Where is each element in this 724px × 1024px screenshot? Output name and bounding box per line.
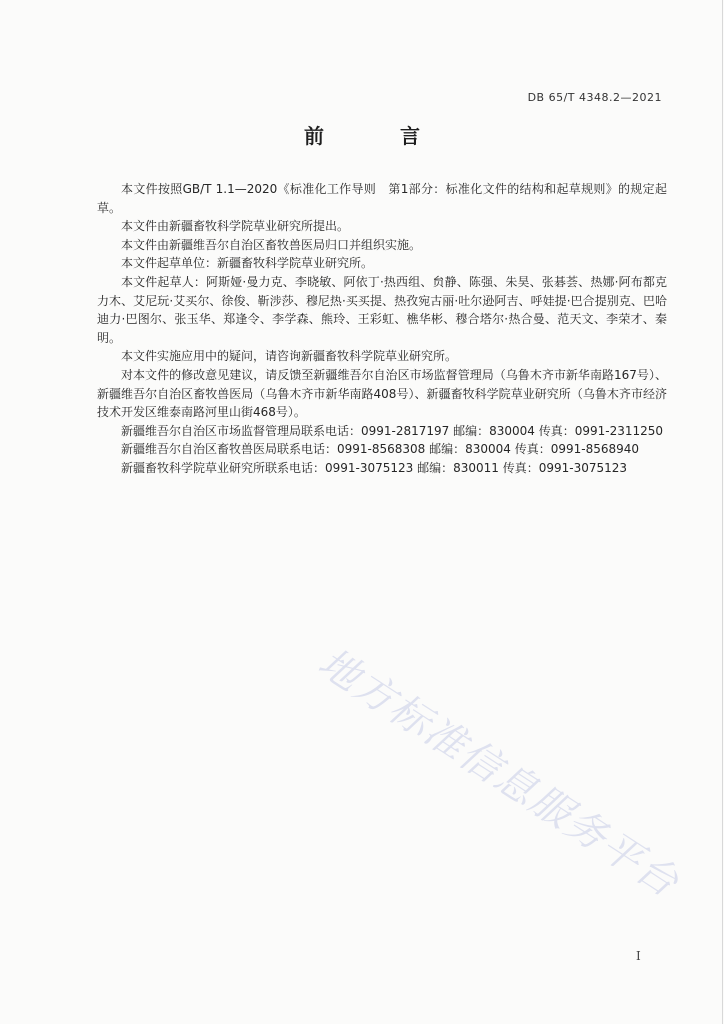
paragraph-feedback: 对本文件的修改意见建议，请反馈至新疆维吾尔自治区市场监督管理局（乌鲁木齐市新华南路167号）、新疆维吾尔自治区畜牧兽医局（乌鲁木齐市新华南路408号）、新疆畜牧科学院草业研究所（乌鲁木齐市经济技术开发区维泰南路河里山街468号）。 — [97, 367, 667, 420]
paragraph-proposer: 本文件由新疆畜牧科学院草业研究所提出。 — [121, 219, 350, 234]
standard-code: DB 65/T 4348.2—2021 — [527, 91, 662, 104]
contact-animal-husbandry: 新疆维吾尔自治区畜牧兽医局联系电话：0991-8568308 邮编：830004 传真：0991-8568940 — [121, 442, 640, 457]
watermark-text: 地方标准信息服务平台 — [310, 639, 688, 907]
paragraph-drafting-unit: 本文件起草单位：新疆畜牧科学院草业研究所。 — [121, 256, 374, 271]
paragraph-inquiries: 本文件实施应用中的疑问，请咨询新疆畜牧科学院草业研究所。 — [121, 349, 458, 364]
paragraph-drafting-rules: 本文件按照GB/T 1.1—2020《标准化工作导则 第1部分：标准化文件的结构和起草规则》的规定起草。 — [97, 182, 667, 215]
page-edge-divider — [722, 0, 723, 1024]
contact-grassland-institute: 新疆畜牧科学院草业研究所联系电话：0991-3075123 邮编：830011 传真：0991-3075123 — [121, 460, 628, 475]
page-number: I — [636, 949, 641, 963]
preface-body — [97, 180, 667, 478]
contact-market-regulation: 新疆维吾尔自治区市场监督管理局联系电话：0991-2817197 邮编：830004 传真：0991-2311250 — [121, 423, 664, 438]
paragraph-administrator: 本文件由新疆维吾尔自治区畜牧兽医局归口并组织实施。 — [121, 237, 422, 252]
paragraph-drafters: 本文件起草人：阿斯娅·曼力克、李晓敏、阿依丁·热西组、贠静、陈强、朱昊、张碁荟、热娜·阿布都克力木、艾尼玩·艾买尔、徐俊、靳涉莎、穆尼热·买买提、热孜宛古丽·吐尔逊阿吉、呼娃提·巴合提别克、巴哈迪力·巴图尔、张玉华、郑逢令、李学森、熊玲、王彩虹、樵华彬、穆合塔尔·热合曼、范天文、李荣才、秦明。 — [97, 274, 667, 345]
page-title: 前 言 — [304, 124, 448, 148]
